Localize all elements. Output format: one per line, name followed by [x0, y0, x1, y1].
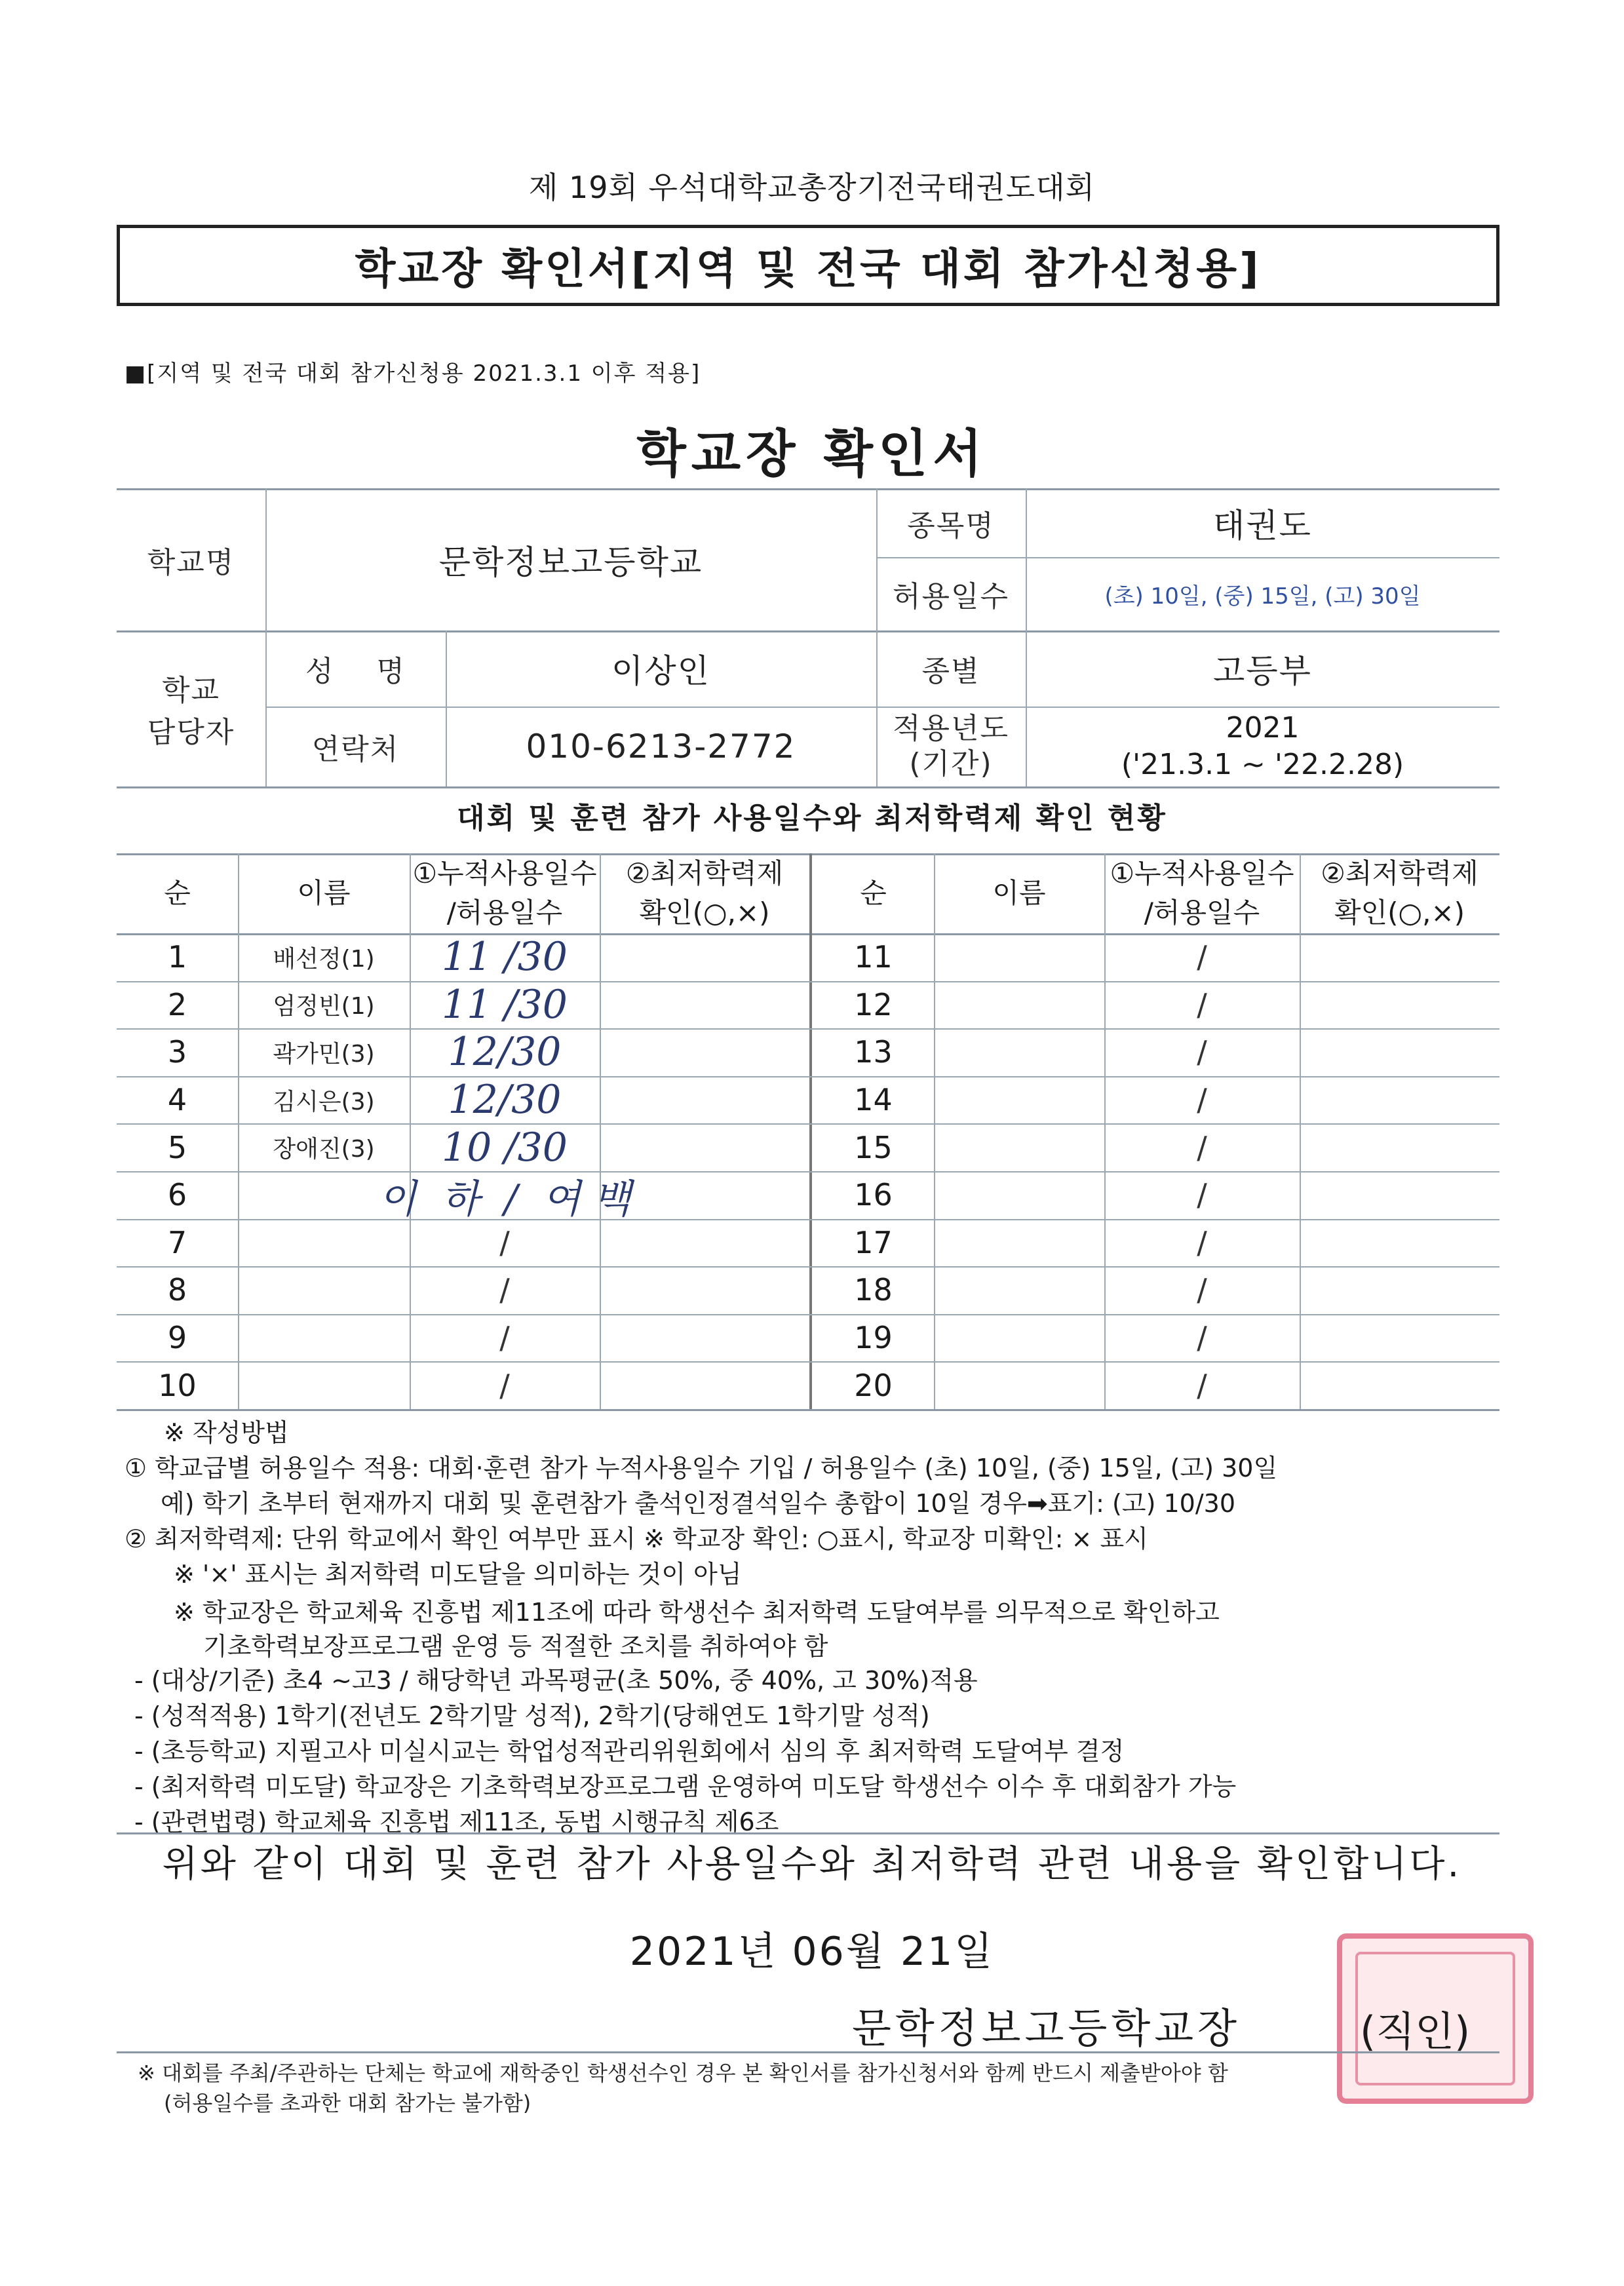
division-label: 종별	[921, 655, 980, 688]
left-row-days: /	[499, 1272, 510, 1308]
left-row-name: 곽가민(3)	[273, 1040, 375, 1068]
right-row-num: 11	[854, 939, 893, 975]
right-row-name	[934, 1171, 1104, 1219]
left-row-name: 장애진(3)	[273, 1136, 375, 1163]
right-row-academic	[1300, 1361, 1499, 1409]
right-row-days: /	[1197, 1272, 1207, 1308]
right-row-academic	[1300, 1123, 1499, 1171]
left-header-name: 이름	[297, 877, 351, 909]
right-header-num: 순	[860, 877, 887, 909]
footnote-limit: (허용일수를 초과한 대회 참가는 불가함)	[164, 2091, 532, 2116]
left-row-name	[238, 1219, 410, 1267]
left-row-academic	[600, 1123, 809, 1171]
division-value: 고등부	[1213, 652, 1312, 690]
left-row-days: /	[499, 1320, 510, 1356]
left-row-days: 12/30	[448, 1029, 562, 1075]
confirmation-date: 2021년 06월 21일	[629, 1929, 995, 1975]
instruction-line: - (대상/기준) 초4 ~고3 / 해당학년 과목평균(초 50%, 중 40%, 고 30%)적용	[134, 1666, 978, 1695]
right-row-academic	[1300, 1076, 1499, 1124]
left-header-days	[410, 853, 600, 933]
allowed-days-label: 허용일수	[892, 580, 1009, 613]
year-period: ('21.3.1 ~ '22.2.28)	[1121, 748, 1404, 781]
right-row-name	[934, 981, 1104, 1029]
right-row-num: 20	[854, 1367, 893, 1403]
sport-value: 태권도	[1213, 506, 1312, 545]
left-row-days: 11 /30	[442, 934, 568, 980]
seal-label: (직인)	[1360, 2007, 1471, 2055]
right-row-academic	[1300, 1171, 1499, 1219]
right-row-num: 19	[854, 1320, 893, 1356]
school-name-value: 문학정보고등학교	[438, 543, 703, 581]
right-row-days: /	[1197, 1082, 1207, 1118]
left-row-num: 1	[167, 939, 187, 975]
left-row-num: 6	[167, 1177, 187, 1213]
right-row-name	[934, 1123, 1104, 1171]
left-row-days: 10 /30	[442, 1124, 568, 1171]
instruction-line: ① 학교급별 허용일수 적용: 대회·훈련 참가 누적사용일수 기입 / 허용일수 (초) 10일, (중) 15일, (고) 30일	[125, 1454, 1278, 1482]
person-name-label: 성 명	[305, 655, 406, 688]
right-row-name	[934, 1314, 1104, 1362]
left-row-academic	[600, 1076, 809, 1124]
instruction-line: ※ 작성방법	[164, 1418, 289, 1447]
sport-label: 종목명	[907, 509, 995, 543]
left-row-days: 11 /30	[442, 981, 568, 1028]
right-row-name	[934, 933, 1104, 981]
left-row-days: /	[499, 1367, 510, 1403]
right-row-days: /	[1197, 1224, 1207, 1260]
right-row-academic	[1300, 1314, 1499, 1362]
left-header-num: 순	[164, 877, 191, 909]
left-row-name: 배선정(1)	[273, 945, 375, 973]
right-row-days: /	[1197, 986, 1207, 1022]
school-name-label: 학교명	[147, 545, 235, 579]
phone-label: 연락처	[311, 733, 400, 766]
left-row-num: 2	[167, 986, 187, 1022]
left-row-name: 김시은(3)	[273, 1088, 375, 1115]
right-header-days-line1: ①누적사용일수	[1110, 857, 1294, 889]
right-row-academic	[1300, 981, 1499, 1029]
right-header-academic	[1300, 853, 1499, 933]
right-row-num: 14	[854, 1082, 893, 1118]
document-title-box: 학교장 확인서[지역 및 전국 대회 참가신청용]	[117, 225, 1499, 306]
person-name-value: 이상인	[611, 652, 710, 690]
left-header-days-line1: ①누적사용일수	[412, 857, 597, 889]
right-row-name	[934, 1361, 1104, 1409]
left-row-name	[238, 1361, 410, 1409]
left-row-academic	[600, 1314, 809, 1362]
left-row-academic	[600, 933, 809, 981]
year-label-line2: (기간)	[909, 747, 993, 781]
right-row-days: /	[1197, 939, 1207, 975]
handwritten-note: 이 하 / 여 백	[378, 1176, 631, 1222]
left-row-academic	[600, 981, 809, 1029]
left-row-academic	[600, 1028, 809, 1076]
right-row-name	[934, 1219, 1104, 1267]
right-row-days: /	[1197, 1320, 1207, 1356]
left-row-name	[238, 1266, 410, 1314]
instruction-line: - (초등학교) 지필고사 미실시교는 학업성적관리위원회에서 심의 후 최저학력 도달여부 결정	[134, 1737, 1125, 1766]
right-row-num: 12	[854, 986, 893, 1022]
instruction-line: - (성적적용) 1학기(전년도 2학기말 성적), 2학기(당해연도 1학기말 성적)	[134, 1701, 930, 1730]
left-row-name: 엄정빈(1)	[273, 993, 375, 1020]
year-number: 2021	[1226, 711, 1300, 745]
principal-title: 문학정보고등학교장	[852, 2004, 1241, 2052]
left-row-num: 10	[158, 1367, 197, 1403]
right-header-days	[1104, 853, 1300, 933]
contact-person-label-line1: 학교	[161, 674, 220, 707]
right-header-academic-line2: 확인(○,×)	[1334, 897, 1465, 929]
right-row-academic	[1300, 933, 1499, 981]
instruction-line: ※ 학교장은 학교체육 진흥법 제11조에 따라 학생선수 최저학력 도달여부를 의무적으로 확인하고	[174, 1598, 1220, 1627]
instruction-line: - (최저학력 미도달) 학교장은 기초학력보장프로그램 운영하여 미도달 학생선수 이수 후 대회참가 가능	[134, 1772, 1237, 1801]
footnote-submission: ※ 대회를 주최/주관하는 단체는 학교에 재학중인 학생선수인 경우 본 확인서를 참가신청서와 함께 반드시 제출받아야 함	[138, 2061, 1228, 2085]
right-header-academic-line1: ②최저학력제	[1321, 857, 1479, 889]
main-title: 학교장 확인서	[636, 425, 988, 484]
right-row-name	[934, 1266, 1104, 1314]
right-row-name	[934, 1076, 1104, 1124]
left-row-num: 7	[167, 1224, 187, 1260]
instruction-line: 예) 학기 초부터 현재까지 대회 및 훈련참가 출석인정결석일수 총합이 10일 경우➡표기: (고) 10/30	[161, 1489, 1236, 1518]
left-row-num: 3	[167, 1034, 187, 1070]
left-header-academic-line2: 확인(○,×)	[639, 897, 770, 929]
instruction-line: 기초학력보장프로그램 운영 등 적절한 조치를 취하여야 함	[203, 1632, 828, 1661]
right-row-num: 13	[854, 1034, 893, 1070]
right-row-num: 17	[854, 1224, 893, 1260]
year-label-line1: 적용년도	[892, 712, 1009, 745]
right-row-academic	[1300, 1266, 1499, 1314]
right-row-days: /	[1197, 1367, 1207, 1403]
right-row-num: 15	[854, 1129, 893, 1165]
left-row-academic	[600, 1361, 809, 1409]
right-header-days-line2: /허용일수	[1144, 897, 1260, 929]
right-row-days: /	[1197, 1034, 1207, 1070]
year-label	[876, 707, 1026, 786]
right-row-num: 18	[854, 1272, 893, 1308]
instruction-line: - (관련법령) 학교체육 진흥법 제11조, 동법 시행규칙 제6조	[134, 1808, 779, 1836]
contact-person-label	[117, 630, 265, 786]
left-row-num: 9	[167, 1320, 187, 1356]
right-header-name: 이름	[992, 877, 1046, 909]
application-notice: ■[지역 및 전국 대회 참가신청용 2021.3.1 이후 적용]	[125, 360, 701, 387]
right-row-name	[934, 1028, 1104, 1076]
right-row-academic	[1300, 1028, 1499, 1076]
left-row-academic	[600, 1219, 809, 1267]
right-row-days: /	[1197, 1129, 1207, 1165]
right-row-num: 16	[854, 1177, 893, 1213]
instruction-line: ② 최저학력제: 단위 학교에서 확인 여부만 표시 ※ 학교장 확인: ○표시, 학교장 미확인: × 표시	[125, 1524, 1148, 1553]
left-row-days: 12/30	[448, 1077, 562, 1123]
event-title: 제 19회 우석대학교총장기전국태권도대회	[528, 170, 1096, 205]
left-row-name	[238, 1314, 410, 1362]
left-row-num: 8	[167, 1272, 187, 1308]
instruction-line: ※ '×' 표시는 최저학력 미도달을 의미하는 것이 아님	[174, 1560, 742, 1589]
left-row-academic	[600, 1266, 809, 1314]
contact-person-label-line2: 담당자	[147, 716, 235, 749]
left-row-num: 4	[167, 1082, 187, 1118]
left-header-academic-line1: ②최저학력제	[625, 857, 784, 889]
right-row-academic	[1300, 1219, 1499, 1267]
left-header-days-line2: /허용일수	[446, 897, 563, 929]
left-header-academic	[600, 853, 809, 933]
left-row-days: /	[499, 1224, 510, 1260]
right-row-days: /	[1197, 1177, 1207, 1213]
allowed-days-value: (초) 10일, (중) 15일, (고) 30일	[1104, 583, 1421, 610]
year-value	[1026, 707, 1499, 786]
left-row-num: 5	[167, 1129, 187, 1165]
phone-value: 010-6213-2772	[526, 727, 796, 765]
confirmation-text: 위와 같이 대회 및 훈련 참가 사용일수와 최저학력 관련 내용을 확인합니다.	[162, 1843, 1462, 1886]
status-heading: 대회 및 훈련 참가 사용일수와 최저학력제 확인 현황	[457, 802, 1167, 835]
